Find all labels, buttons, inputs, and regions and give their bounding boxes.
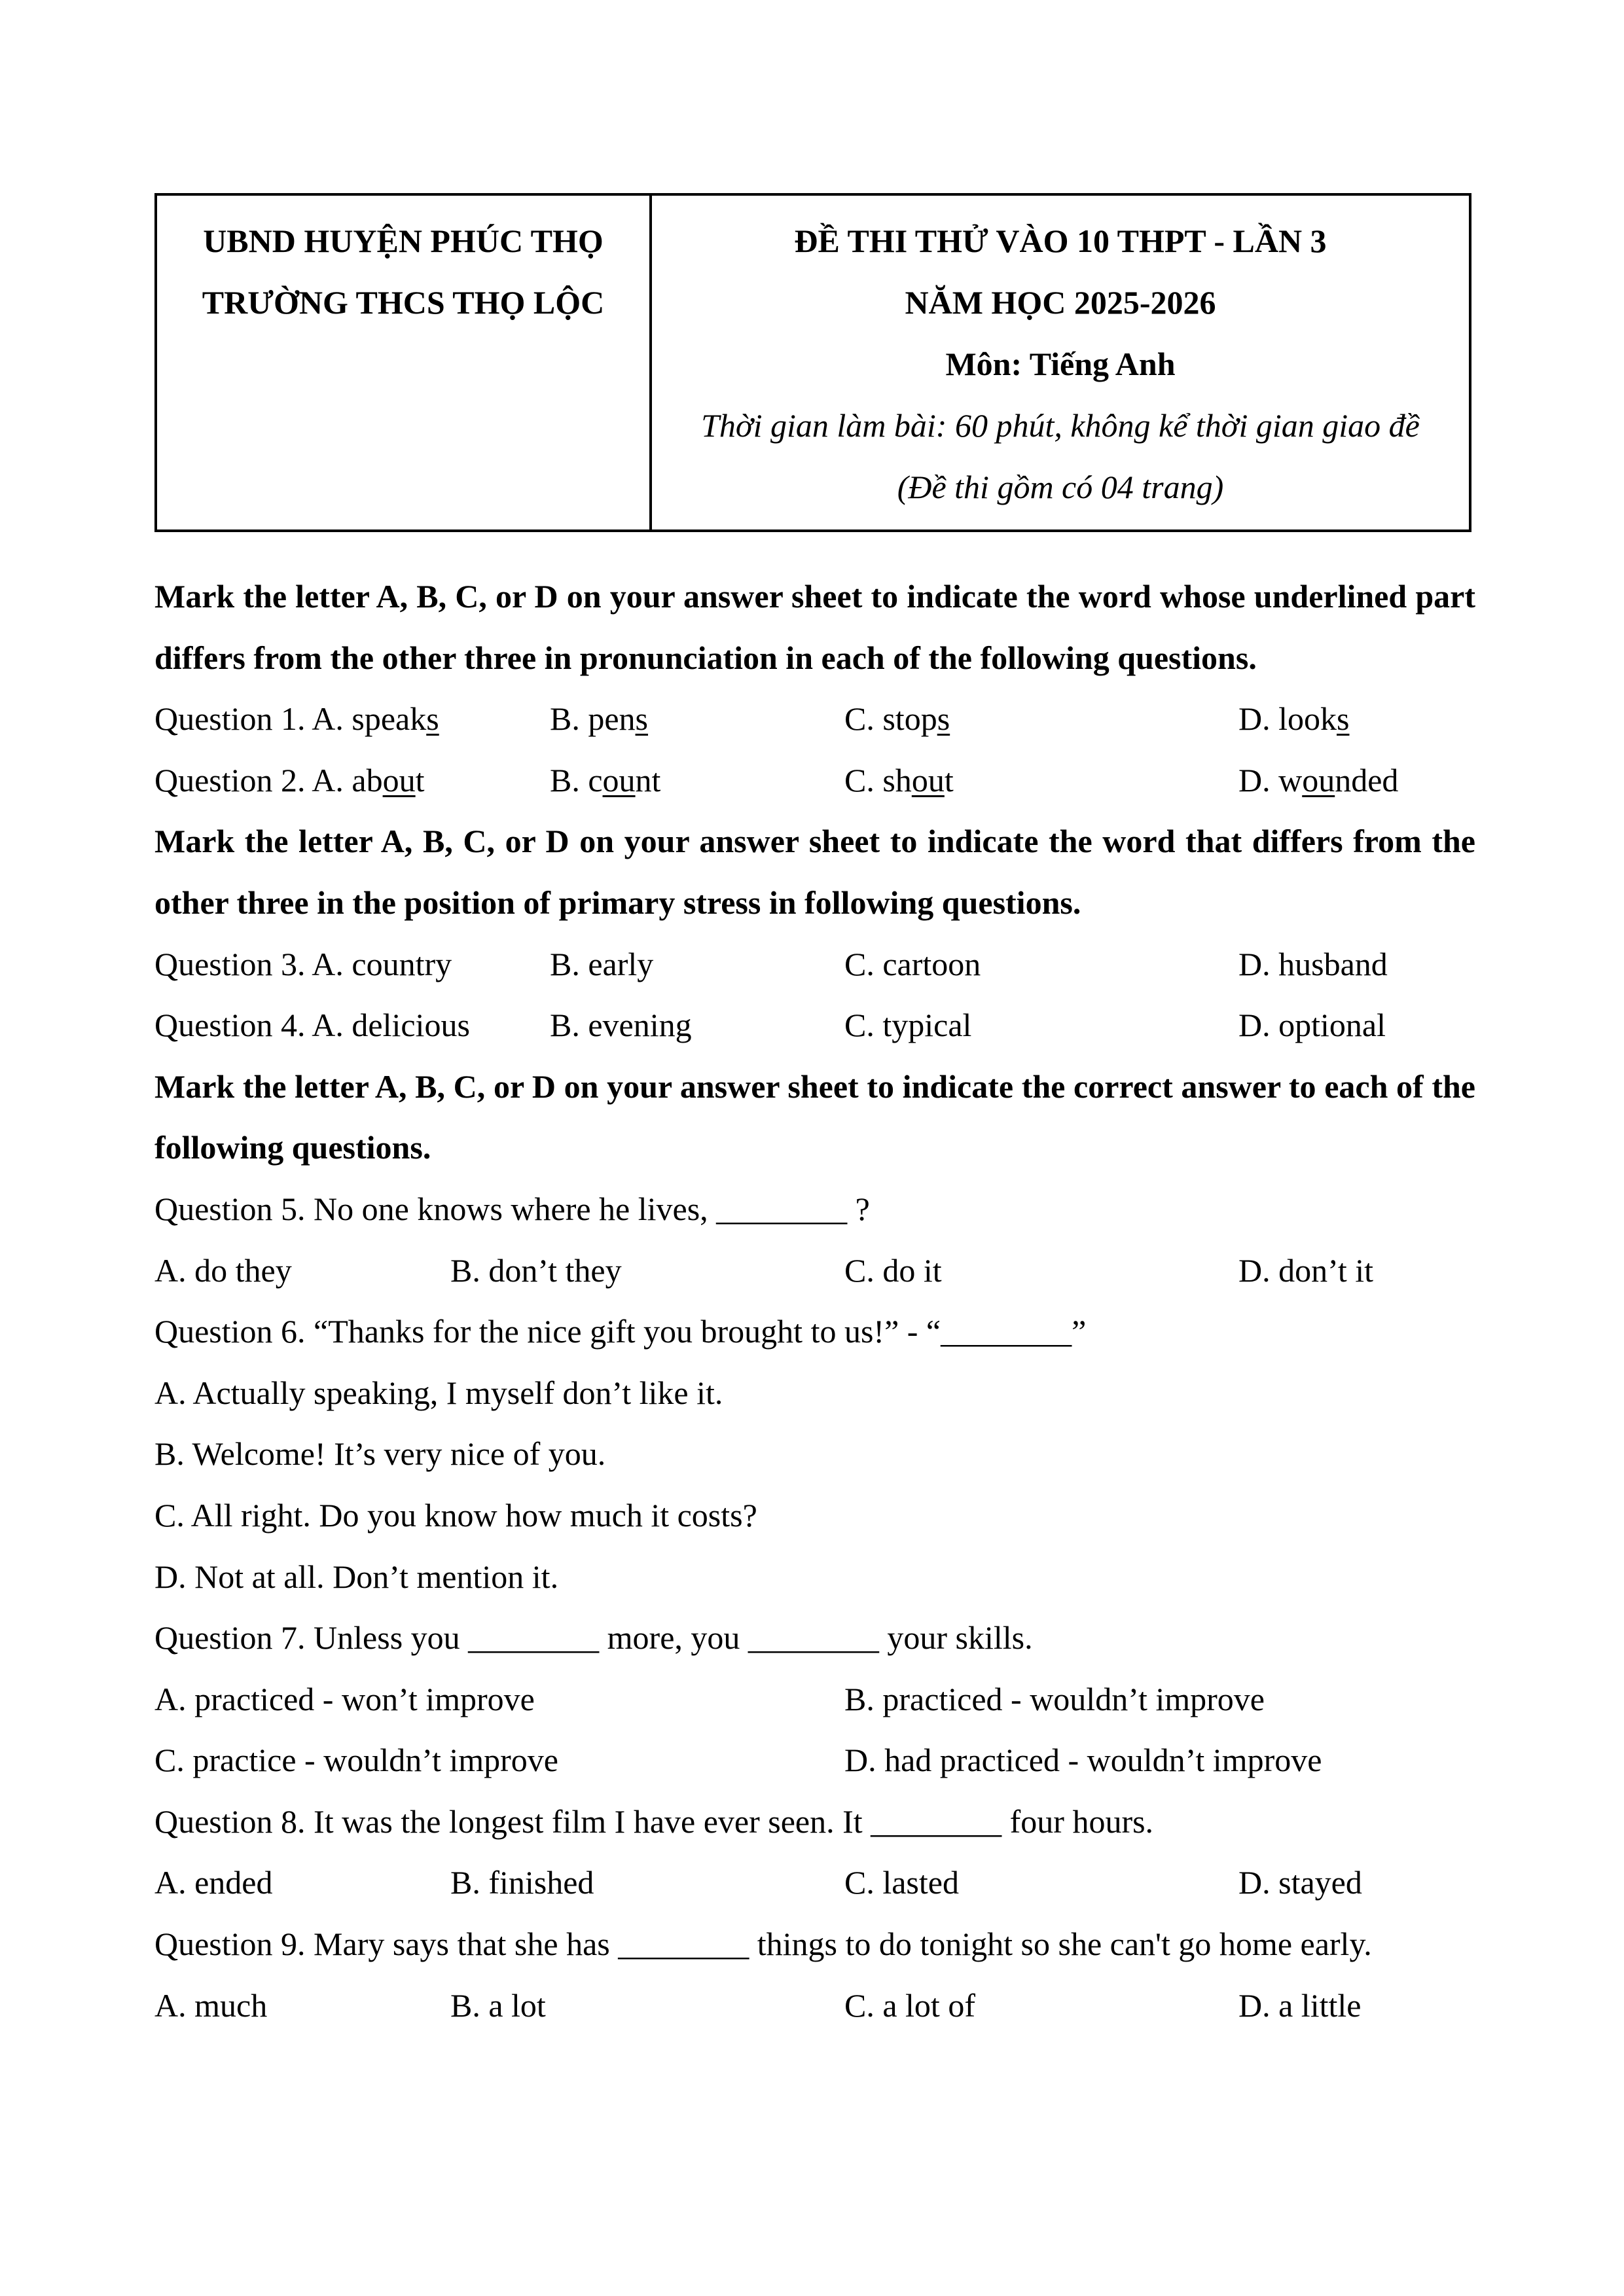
q3-option-d: D. husband (1238, 945, 1388, 982)
q2-option-b: B. count (550, 761, 661, 798)
exam-content (154, 566, 1475, 2036)
q1-option-a: Question 1. A. speaks (154, 700, 439, 738)
q6-option-c: C. All right. Do you know how much it costs? (154, 1496, 757, 1534)
q1-option-c: C. stops (844, 700, 950, 738)
q4-option-a: Question 4. A. delicious (154, 1007, 470, 1044)
school-block (157, 196, 652, 529)
q8-option-c: C. lasted (844, 1864, 959, 1901)
q5-option-d: D. don’t it (1238, 1251, 1374, 1289)
question-7-options-ab (154, 1669, 1475, 1731)
q2-option-d: D. wounded (1238, 761, 1399, 798)
exam-time: Thời gian làm bài: 60 phút, không kể thời gian giao đề (701, 407, 1420, 444)
q6-option-d: D. Not at all. Don’t mention it. (154, 1558, 559, 1595)
question-3 (154, 934, 1475, 996)
question-9-options (154, 1975, 1475, 2037)
question-4 (154, 995, 1475, 1056)
q9-option-d: D. a little (1238, 1986, 1362, 2024)
q3-option-b: B. early (550, 945, 654, 982)
q2-option-c: C. shout (844, 761, 954, 798)
q8-option-d: D. stayed (1238, 1864, 1362, 1901)
q4-option-c: C. typical (844, 1007, 972, 1044)
q3-option-a: Question 3. A. country (154, 945, 452, 982)
q1-option-d: D. looks (1238, 700, 1350, 738)
section3-instruction: Mark the letter A, B, C, or D on your answer sheet to indicate the correct answer to each of the following questions. (154, 1067, 1475, 1166)
q8-option-b: B. finished (450, 1864, 594, 1901)
school-name: TRƯỜNG THCS THỌ LỘC (202, 284, 605, 321)
school-year: NĂM HỌC 2025-2026 (905, 284, 1216, 321)
q5-option-a: A. do they (154, 1251, 292, 1289)
q9-option-b: B. a lot (450, 1986, 546, 2024)
exam-title: ĐỀ THI THỬ VÀO 10 THPT - LẦN 3 (794, 223, 1327, 259)
page-count: (Đề thi gồm có 04 trang) (897, 469, 1224, 505)
q4-option-d: D. optional (1238, 1007, 1386, 1044)
q2-option-a: Question 2. A. about (154, 761, 425, 798)
question-1 (154, 689, 1475, 750)
q6-option-b: B. Welcome! It’s very nice of you. (154, 1435, 606, 1473)
q7-option-a: A. practiced - won’t improve (154, 1680, 535, 1717)
question-2 (154, 750, 1475, 812)
question-6-stem: Question 6. “Thanks for the nice gift you brought to us!” - “________” (154, 1313, 1087, 1350)
q6-option-a: A. Actually speaking, I myself don’t like it. (154, 1374, 723, 1411)
q7-option-b: B. practiced - wouldn’t improve (844, 1680, 1265, 1717)
district-name: UBND HUYỆN PHÚC THỌ (203, 223, 604, 259)
q3-option-c: C. cartoon (844, 945, 981, 982)
q7-option-c: C. practice - wouldn’t improve (154, 1742, 558, 1779)
exam-header (154, 193, 1471, 532)
question-5-stem: Question 5. No one knows where he lives, ________ ? (154, 1190, 870, 1227)
q4-option-b: B. evening (550, 1007, 692, 1044)
section1-instruction: Mark the letter A, B, C, or D on your answer sheet to indicate the word whose underlined part differs from the other three in pronunciation in each of the following questions. (154, 578, 1475, 676)
section2-instruction: Mark the letter A, B, C, or D on your answer sheet to indicate the word that differs from the other three in the position of primary stress in following questions. (154, 823, 1475, 921)
q8-option-a: A. ended (154, 1864, 273, 1901)
question-8-stem: Question 8. It was the longest film I have ever seen. It ________ four hours. (154, 1803, 1154, 1840)
q5-option-b: B. don’t they (450, 1251, 622, 1289)
q7-option-d: D. had practiced - wouldn’t improve (844, 1742, 1322, 1779)
q5-option-c: C. do it (844, 1251, 942, 1289)
q9-option-a: A. much (154, 1986, 268, 2024)
question-7-stem: Question 7. Unless you ________ more, you ________ your skills. (154, 1619, 1033, 1657)
q9-option-c: C. a lot of (844, 1986, 975, 2024)
subject: Môn: Tiếng Anh (945, 346, 1176, 382)
question-8-options (154, 1852, 1475, 1914)
question-5-options (154, 1240, 1475, 1302)
q1-option-b: B. pens (550, 700, 649, 738)
exam-info-block (652, 196, 1469, 529)
question-9-stem: Question 9. Mary says that she has ________ things to do tonight so she can't go home early. (154, 1926, 1372, 1963)
question-7-options-cd (154, 1730, 1475, 1791)
